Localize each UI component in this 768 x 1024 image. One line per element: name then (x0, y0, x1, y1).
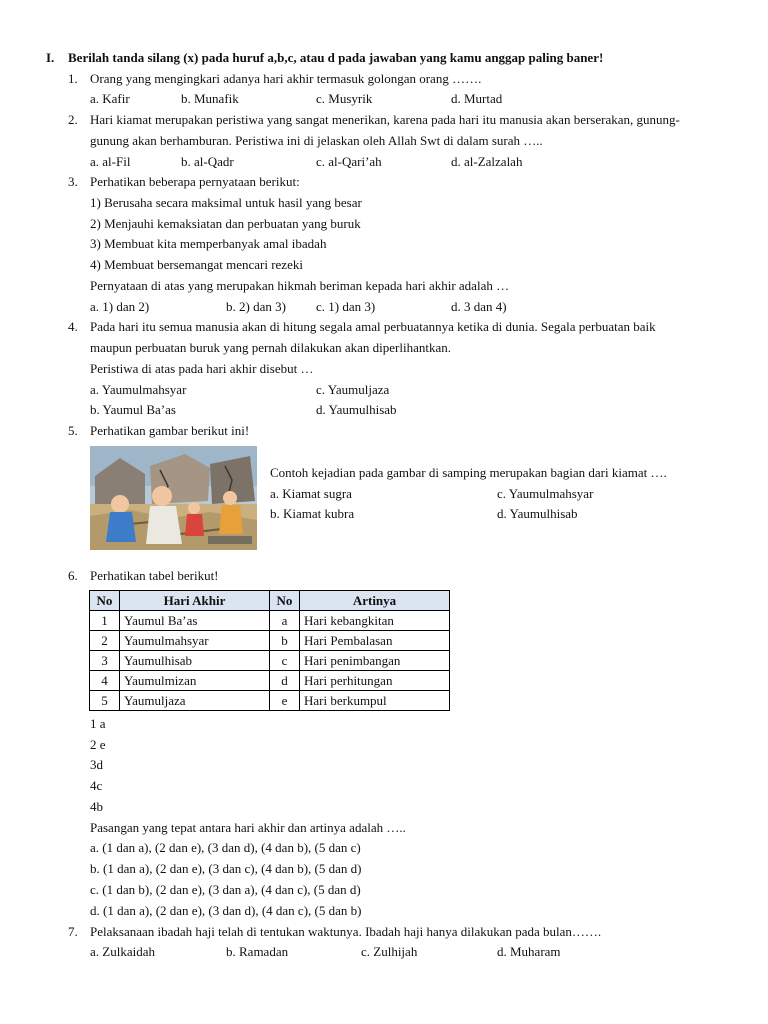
q4-option-a: a. Yaumulmahsyar (90, 382, 187, 397)
row-number: 3 (90, 651, 120, 671)
q3-statement-4: 4) Membuat bersemangat mencari rezeki (90, 257, 303, 272)
row-letter: c (270, 651, 300, 671)
q2-line-1: Hari kiamat merupakan peristiwa yang sangat menerikan, karena pada hari itu manusia akan berserakan, gunung- (90, 112, 680, 127)
q3-intro: Perhatikan beberapa pernyataan berikut: (90, 174, 300, 189)
row-artinya: Hari Pembalasan (300, 631, 450, 651)
row-artinya: Hari perhitungan (300, 671, 450, 691)
header-no-1: No (90, 591, 120, 611)
q3-option-a: a. 1) dan 2) (90, 299, 150, 314)
row-letter: e (270, 691, 300, 711)
row-letter: a (270, 611, 300, 631)
row-artinya: Hari berkumpul (300, 691, 450, 711)
q6-number: 6. (68, 568, 78, 583)
q1-option-b: b. Munafik (181, 91, 239, 106)
q3-number: 3. (68, 174, 78, 189)
row-letter: b (270, 631, 300, 651)
table-row (90, 671, 450, 691)
q6-question: Pasangan yang tepat antara hari akhir dan artinya adalah ….. (90, 820, 406, 835)
q4-option-b: b. Yaumul Ba’as (90, 402, 176, 417)
table-row (90, 691, 450, 711)
row-artinya: Hari kebangkitan (300, 611, 450, 631)
q4-line-2: maupun perbuatan buruk yang pernah dilakukan akan diperlihantkan. (90, 340, 451, 355)
section-numeral: I. (46, 50, 55, 65)
q2-option-a: a. al-Fil (90, 154, 131, 169)
row-number: 4 (90, 671, 120, 691)
row-number: 1 (90, 611, 120, 631)
q5-option-a: a. Kiamat sugra (270, 486, 352, 501)
row-hari-akhir: Yaumuljaza (120, 691, 270, 711)
row-hari-akhir: Yaumulmahsyar (120, 631, 270, 651)
table-row (90, 611, 450, 631)
hari-akhir-table (89, 590, 450, 711)
table-row (90, 631, 450, 651)
q4-number: 4. (68, 319, 78, 334)
header-artinya: Artinya (300, 591, 450, 611)
q1-option-c: c. Musyrik (316, 91, 373, 106)
q6-option-d: d. (1 dan a), (2 dan e), (3 dan d), (4 dan c), (5 dan b) (90, 903, 362, 918)
q3-statement-3: 3) Membuat kita memperbanyak amal ibadah (90, 236, 327, 251)
row-artinya: Hari penimbangan (300, 651, 450, 671)
q6-note-5: 4b (90, 799, 103, 814)
q5-option-d: d. Yaumulhisab (497, 506, 578, 521)
q6-note-1: 1 a (90, 716, 106, 731)
row-hari-akhir: Yaumulmizan (120, 671, 270, 691)
q6-option-a: a. (1 dan a), (2 dan e), (3 dan d), (4 dan b), (5 dan c) (90, 840, 361, 855)
header-no-2: No (270, 591, 300, 611)
q6-note-2: 2 e (90, 737, 106, 752)
q5-question: Contoh kejadian pada gambar di samping merupakan bagian dari kiamat …. (270, 465, 667, 480)
q5-option-c: c. Yaumulmahsyar (497, 486, 594, 501)
q2-line-2: gunung akan berhamburan. Peristiwa ini di jelaskan oleh Allah Swt di dalam surah ….. (90, 133, 543, 148)
q1-option-d: d. Murtad (451, 91, 503, 106)
table-header-row (90, 591, 450, 611)
row-hari-akhir: Yaumul Ba’as (120, 611, 270, 631)
q7-option-c: c. Zulhijah (361, 944, 418, 959)
q5-number: 5. (68, 423, 78, 438)
earthquake-illustration (90, 446, 257, 550)
q6-option-c: c. (1 dan b), (2 dan e), (3 dan a), (4 dan c), (5 dan d) (90, 882, 361, 897)
q4-line-1: Pada hari itu semua manusia akan di hitung segala amal perbuatannya ketika di dunia. Segala perbuatan baik (90, 319, 656, 334)
q6-intro: Perhatikan tabel berikut! (90, 568, 219, 583)
q3-statement-1: 1) Berusaha secara maksimal untuk hasil yang besar (90, 195, 362, 210)
q2-option-d: d. al-Zalzalah (451, 154, 523, 169)
table-row (90, 651, 450, 671)
q6-option-b: b. (1 dan a), (2 dan e), (3 dan c), (4 dan b), (5 dan d) (90, 861, 362, 876)
q7-text: Pelaksanaan ibadah haji telah di tentukan waktunya. Ibadah haji hanya dilakukan pada bulan……. (90, 924, 602, 939)
section-heading: Berilah tanda silang (x) pada huruf a,b,c, atau d pada jawaban yang kamu anggap paling baner! (68, 50, 604, 65)
q3-option-c: c. 1) dan 3) (316, 299, 376, 314)
q1-text: Orang yang mengingkari adanya hari akhir termasuk golongan orang ……. (90, 71, 482, 86)
q4-option-c: c. Yaumuljaza (316, 382, 390, 397)
row-letter: d (270, 671, 300, 691)
row-number: 2 (90, 631, 120, 651)
q7-number: 7. (68, 924, 78, 939)
q2-option-b: b. al-Qadr (181, 154, 234, 169)
q2-number: 2. (68, 112, 78, 127)
header-hari-akhir: Hari Akhir (120, 591, 270, 611)
q7-option-b: b. Ramadan (226, 944, 289, 959)
q2-option-c: c. al-Qari’ah (316, 154, 382, 169)
q7-option-a: a. Zulkaidah (90, 944, 155, 959)
q6-note-3: 3d (90, 757, 103, 772)
earthquake-scene-icon (90, 446, 257, 550)
q1-number: 1. (68, 71, 78, 86)
q3-option-b: b. 2) dan 3) (226, 299, 286, 314)
q1-option-a: a. Kafir (90, 91, 130, 106)
q3-question: Pernyataan di atas yang merupakan hikmah beriman kepada hari akhir adalah … (90, 278, 510, 293)
q3-option-d: d. 3 dan 4) (451, 299, 507, 314)
q6-note-4: 4c (90, 778, 103, 793)
q7-option-d: d. Muharam (497, 944, 561, 959)
q5-option-b: b. Kiamat kubra (270, 506, 355, 521)
row-number: 5 (90, 691, 120, 711)
row-hari-akhir: Yaumulhisab (120, 651, 270, 671)
q3-statement-2: 2) Menjauhi kemaksiatan dan perbuatan yang buruk (90, 216, 361, 231)
q4-line-3: Peristiwa di atas pada hari akhir disebut … (90, 361, 314, 376)
q5-intro: Perhatikan gambar berikut ini! (90, 423, 250, 438)
q4-option-d: d. Yaumulhisab (316, 402, 397, 417)
